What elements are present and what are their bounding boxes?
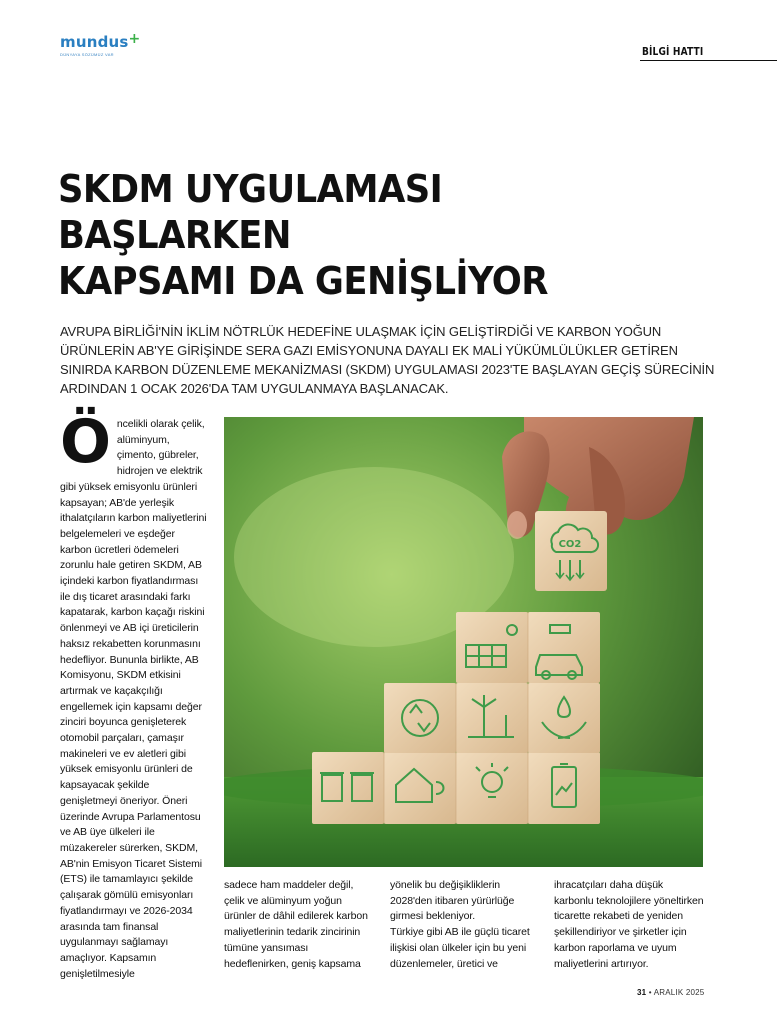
drop-cap: Ö <box>60 407 111 477</box>
logo-tagline: DÜNYAYA SÖZÜMÜZ VAR <box>60 52 114 57</box>
article-title <box>58 166 548 304</box>
article-photo <box>224 417 703 867</box>
logo-wordmark: mundus+ <box>60 31 141 51</box>
footer-bullet: • <box>648 988 652 997</box>
page-number: 31 <box>637 988 647 997</box>
issue-date: ARALIK 2025 <box>653 988 705 997</box>
column-3-text-b: Türkiye gibi AB ile güçlü ticaret ilişkisi olan ülkeler için bu yeni düzenlemeler, üretici ve <box>390 926 530 970</box>
logo-plus: + <box>128 31 141 47</box>
page-footer <box>637 988 704 997</box>
column-1-text: ncelikli olarak çelik, alüminyum, çimento, gübreler, hidrojen ve elektrik gibi yüksek emisyonlu ürünleri kapsayan; AB'de yerleşik ithalatçıların karbon maliyetlerini belgelemeleri ve eşdeğer karbon ücretleri ödemeleri zorunlu hale getiren SKDM, AB içindeki karbon fiyatlandırması ile dış ticaret arasındaki farkı kapatarak, karbon kaçağı riskini önlenmeyi ve AB içi üreticilerin haksız rekabetten korunmasını hedefliyor. Bununla birlikte, AB Komisyonu, SKDM etkisini artırmak ve kaçakçılığı engellemek için kapsamı değer zinciri boyunca genişleterek otomobil parçaları, çamaşır makineleri ve ev aletleri gibi yüksek emisyonlu ürünleri de kapsayacak şekilde genişletmeyi öneriyor. Öneri üzerinde Avrupa Parlamentosu ve AB üye ülkeleri ile müzakereler sürerken, SKDM, AB'nin Emisyon Ticaret Sistemi (ETS) ile tamamlayıcı şekilde çalışarak gömülü emisyonları fiyatlandırmayı ve 2026-2034 arasında tam finansal uygulanmayı sağlamayı amaçlıyor. Kapsamın genişletilmesiyle <box>60 418 207 980</box>
article-lead: AVRUPA BİRLİĞİ'NİN İKLİM NÖTRLÜK HEDEFİNE ULAŞMAK İÇİN GELİŞTİRDİĞİ VE KARBON YOĞUN ÜRÜNLERİN AB'YE GİRİŞİNDE SERA GAZI EMİSYONUNA DAYALI EK MALİ YÜKÜMLÜLÜKLER GETİREN SINIRDA KARBON DÜZENLEME MEKANİZMASI (SKDM) UYGULAMASI 2023'TE BAŞLAYAN GEÇİŞ SÜRECİNİN ARDINDAN 1 OCAK 2026'DA TAM UYGULANMAYA BAŞLANACAK. <box>60 324 715 396</box>
column-3-text-a: yönelik bu değişikliklerin 2028'den itibaren yürürlüğe girmesi bekleniyor. <box>390 879 515 923</box>
section-label: BİLGİ HATTI <box>642 45 704 58</box>
body-column-4 <box>554 878 704 972</box>
brand-logo[interactable] <box>60 33 140 57</box>
title-line-1: SKDM UYGULAMASI <box>58 167 443 211</box>
body-column-3 <box>390 878 540 972</box>
co2-label: CO2 <box>558 539 582 550</box>
title-line-2: BAŞLARKEN <box>58 213 291 257</box>
title-line-3: KAPSAMI DA GENİŞLİYOR <box>58 259 548 303</box>
body-column-2 <box>224 878 374 972</box>
co2-block <box>535 511 607 591</box>
body-column-1 <box>60 407 208 982</box>
section-divider <box>640 60 777 61</box>
column-4-text: ihracatçıları daha düşük karbonlu teknolojilere yöneltirken ticarette rekabeti de yeniden şekillendiriyor ve şirketler için karbon raporlama ve uyum maliyetlerini artırıyor. <box>554 879 704 970</box>
column-2-text: sadece ham maddeler değil, çelik ve alüminyum yoğun ürünler de dâhil edilerek karbon maliyetlerinin tedarik zincirinin tümüne yansıması hedeflenirken, geniş kapsama <box>224 879 368 970</box>
